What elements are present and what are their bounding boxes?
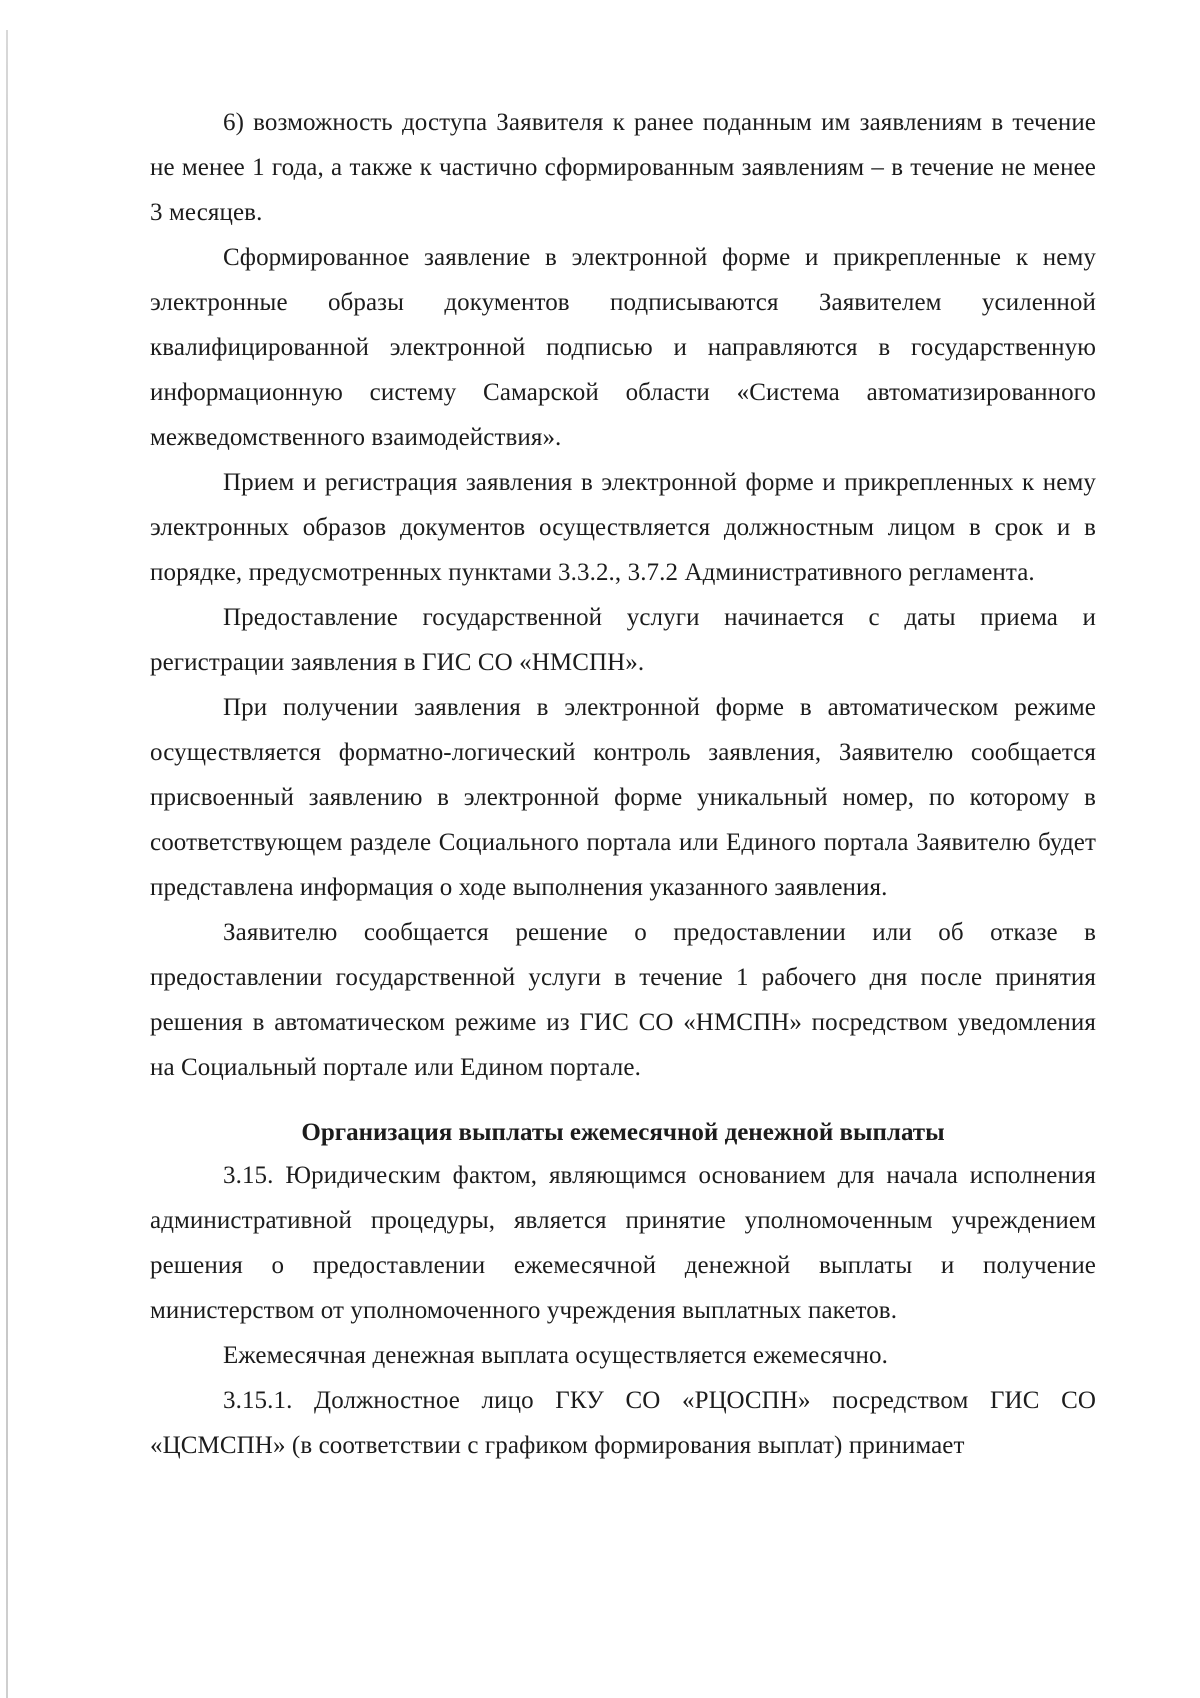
paragraph-monthly-payment: Ежемесячная денежная выплата осуществляется ежемесячно. <box>223 1342 888 1369</box>
paragraph-registration: Прием и регистрация заявления в электронной форме и прикрепленных к нему электронных образов документов осуществляется должностным лицом в срок и в порядке, предусмотренных пунктами 3.3.2., 3.7.2 Административного регламента. <box>150 469 1096 586</box>
paragraph-access-period: 6) возможность доступа Заявителя к ранее поданным им заявлениям в течение не менее 1 года, а также к частично сформированным заявлениям – в течение не менее 3 месяцев. <box>150 109 1096 226</box>
section-heading: Организация выплаты ежемесячной денежной выплаты <box>301 1119 945 1146</box>
page-edge-shadow <box>6 30 8 1698</box>
document-body <box>150 100 1096 1468</box>
paragraph-3-15-1: 3.15.1. Должностное лицо ГКУ СО «РЦОСПН» посредством ГИС СО «ЦСМСПН» (в соответствии с графиком формирования выплат) принимает <box>150 1387 1096 1459</box>
paragraph-service-start: Предоставление государственной услуги начинается с даты приема и регистрации заявления в ГИС СО «НМСПН». <box>150 604 1096 676</box>
paragraph-signature: Сформированное заявление в электронной форме и прикрепленные к нему электронные образы документов подписываются Заявителем усиленной квалифицированной электронной подписью и направляются в государственную информационную систему Самарской области «Система автоматизированного межведомственного взаимодействия». <box>150 244 1096 451</box>
paragraph-format-control: При получении заявления в электронной форме в автоматическом режиме осуществляется форматно-логический контроль заявления, Заявителю сообщается присвоенный заявлению в электронной форме уникальный номер, по которому в соответствующем разделе Социального портала или Единого портала Заявителю будет представлена информация о ходе выполнения указанного заявления. <box>150 694 1096 901</box>
paragraph-3-15: 3.15. Юридическим фактом, являющимся основанием для начала исполнения административной процедуры, является принятие уполномоченным учреждением решения о предоставлении ежемесячной денежной выплаты и получение министерством от уполномоченного учреждения выплатных пакетов. <box>150 1162 1096 1324</box>
paragraph-decision-notice: Заявителю сообщается решение о предоставлении или об отказе в предоставлении государственной услуги в течение 1 рабочего дня после принятия решения в автоматическом режиме из ГИС СО «НМСПН» посредством уведомления на Социальный портале или Едином портале. <box>150 919 1096 1081</box>
